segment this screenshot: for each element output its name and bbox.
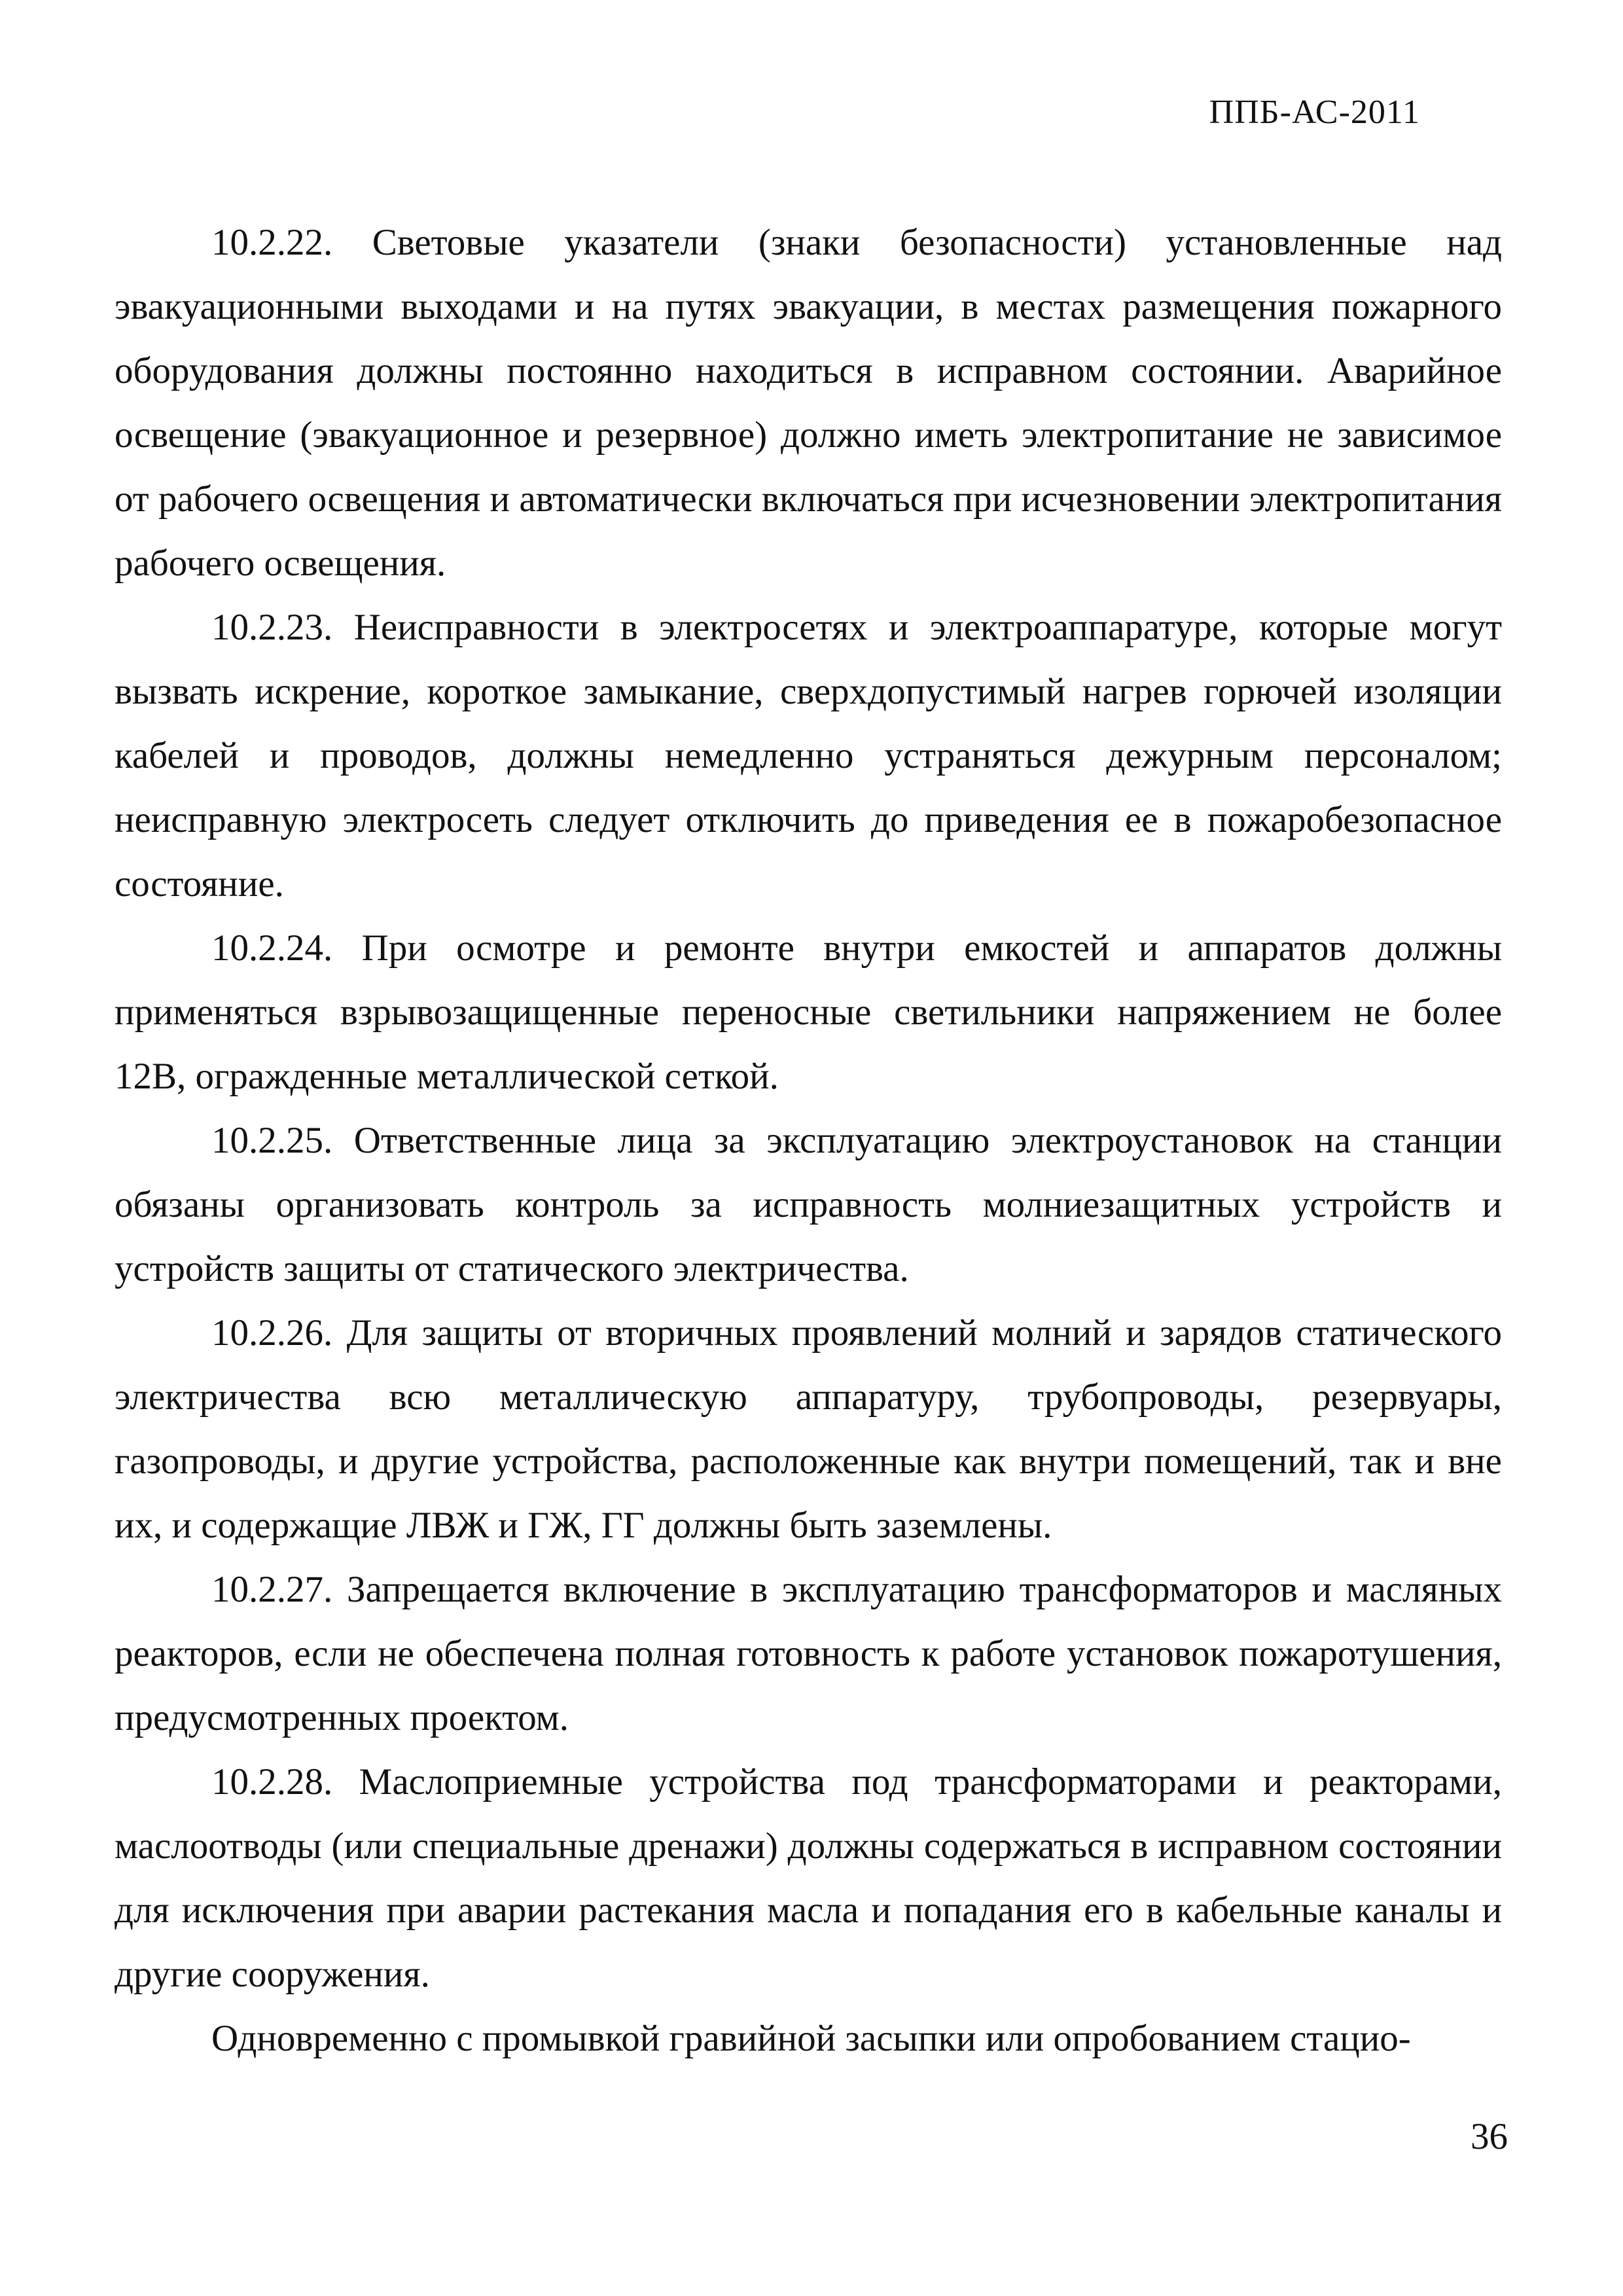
paragraph-10-2-24: 10.2.24. При осмотре и ремонте внутри емкостей и аппаратов должны применяться взрывозащищенные переносные светильники напряжением не более 12В, огражденные металлической сеткой. xyxy=(115,927,1502,1097)
paragraph-10-2-26: 10.2.26. Для защиты от вторичных проявлений молний и зарядов статического электричества всю металлическую аппаратуру, трубопроводы, резервуары, газопроводы, и другие устройства, расположенные как внутри помещений, так и вне их, и содержащие ЛВЖ и ГЖ, ГГ должны быть заземлены. xyxy=(115,1312,1502,1546)
page-number: 36 xyxy=(1471,2116,1508,2157)
paragraph-10-2-28: 10.2.28. Маслоприемные устройства под трансформаторами и реакторами, маслоотводы (или специальные дренажи) должны содержаться в исправном состоянии для исключения при аварии растекания масла и попадания его в кабельные каналы и другие сооружения. xyxy=(115,1761,1502,1995)
paragraph-10-2-23: 10.2.23. Неисправности в электросетях и электроаппаратуре, которые могут вызвать искрение, короткое замыкание, сверхдопустимый нагрев горючей изоляции кабелей и проводов, должны немедленно устраняться дежурным персоналом; неисправную электросеть следует отключить до приведения ее в пожаробезопасное состояние. xyxy=(115,607,1502,905)
paragraph-10-2-22: 10.2.22. Световые указатели (знаки безопасности) установленные над эвакуационными выходами и на путях эвакуации, в местах размещения пожарного оборудования должны постоянно находиться в исправном состоянии. Аварийное освещение (эвакуационное и резервное) должно иметь электропитание не зависимое от рабочего освещения и автоматически включаться при исчезновении электропитания рабочего освещения. xyxy=(115,222,1502,584)
document-code: ППБ-АС-2011 xyxy=(1209,94,1420,131)
body-text xyxy=(115,211,1502,2071)
paragraph-continuation: Одновременно с промывкой гравийной засыпки или опробованием стацио- xyxy=(211,2018,1411,2059)
paragraph-10-2-27: 10.2.27. Запрещается включение в эксплуатацию трансформаторов и масляных реакторов, если не обеспечена полная готовность к работе установок пожаротушения, предусмотренных проектом. xyxy=(115,1569,1502,1738)
paragraph-10-2-25: 10.2.25. Ответственные лица за эксплуатацию электроустановок на станции обязаны организовать контроль за исправность молниезащитных устройств и устройств защиты от статического электричества. xyxy=(115,1120,1502,1289)
